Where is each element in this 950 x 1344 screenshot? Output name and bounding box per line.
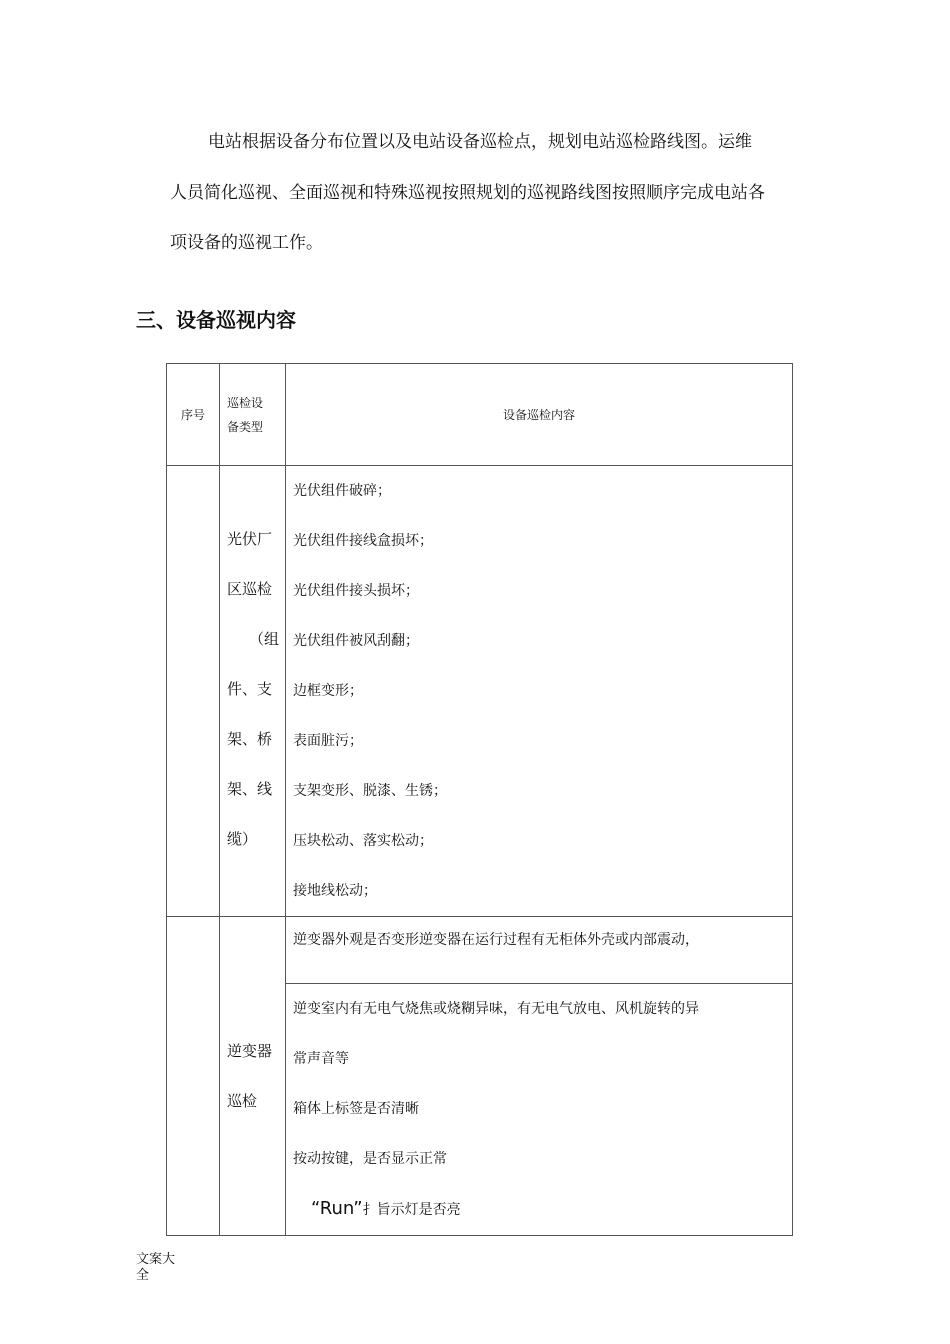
list-item: 接地线松动； (293, 883, 377, 899)
list-item: 逆变室内有无电气烧焦或烧糊异味，有无电气放电、风机旋转的异 (293, 1001, 699, 1017)
inverter-type-line: 逆变器 (227, 1042, 273, 1060)
list-item: 光伏组件接头损坏； (293, 583, 419, 599)
footer-line-1: 文案大 (136, 1252, 176, 1267)
footer-label (136, 1252, 184, 1284)
list-item: 光伏组件接线盒损坏； (293, 533, 433, 549)
header-no: 序号 (167, 364, 220, 466)
intro-line-2: 人员简化巡视、全面巡视和特殊巡视按照规划的巡视路线图按照顺序完成电站各 (170, 183, 765, 203)
list-item: 表面脏污； (293, 733, 363, 749)
header-content: 设备巡检内容 (286, 364, 793, 466)
intro-line-1: 电站根据设备分布位置以及电站设备巡检点，规划电站巡检路线图。运维 (208, 132, 752, 152)
header-type (220, 364, 286, 466)
list-item-run-indicator (286, 1184, 792, 1235)
pv-type-line: 件、支 (227, 680, 273, 698)
pv-type-line: 区巡检 (227, 580, 273, 598)
header-type-line-2: 备类型 (227, 420, 264, 434)
list-item: 按动按键，是否显示正常 (293, 1151, 447, 1167)
table-row-pv (167, 466, 793, 917)
row-pv-type (220, 466, 286, 917)
row-inverter-type (220, 917, 286, 1236)
run-rest: 扌旨示灯是否亮 (362, 1202, 461, 1218)
inverter-type-line: 巡检 (227, 1092, 258, 1110)
table-row-inverter-1 (167, 917, 793, 984)
section-heading: 三、设备巡视内容 (136, 308, 296, 332)
row-inverter-items (286, 984, 793, 1236)
row-inverter-no (167, 917, 220, 1236)
row-pv-items (286, 466, 793, 917)
list-item: 光伏组件破碎； (293, 483, 391, 499)
list-item: 边框变形； (293, 683, 363, 699)
run-word: “Run” (311, 1198, 363, 1219)
list-item: 光伏组件被风刮翻； (293, 633, 419, 649)
table-header-row (167, 364, 793, 466)
footer-line-2: 全 (136, 1268, 150, 1283)
inspection-table (166, 363, 793, 1236)
pv-type-line: （组 (248, 630, 279, 648)
header-type-line-1: 巡检设 (227, 396, 264, 410)
intro-line-3: 项设备的巡视工作。 (170, 233, 323, 253)
row-pv-no (167, 466, 220, 917)
pv-type-line: 光伏厂 (227, 530, 273, 548)
pv-type-line: 架、线 (227, 780, 273, 798)
list-item: 箱体上标签是否清晰 (293, 1101, 419, 1117)
pv-type-line: 缆） (227, 830, 258, 848)
list-item: 压块松动、落实松动； (293, 833, 433, 849)
pv-type-line: 架、桥 (227, 730, 273, 748)
list-item: 常声音等 (293, 1051, 349, 1067)
list-item: 支架变形、脱漆、生锈； (293, 783, 447, 799)
row-inverter-first-item: 逆变器外观是否变形逆变器在运行过程有无柜体外壳或内部震动， (286, 917, 793, 984)
